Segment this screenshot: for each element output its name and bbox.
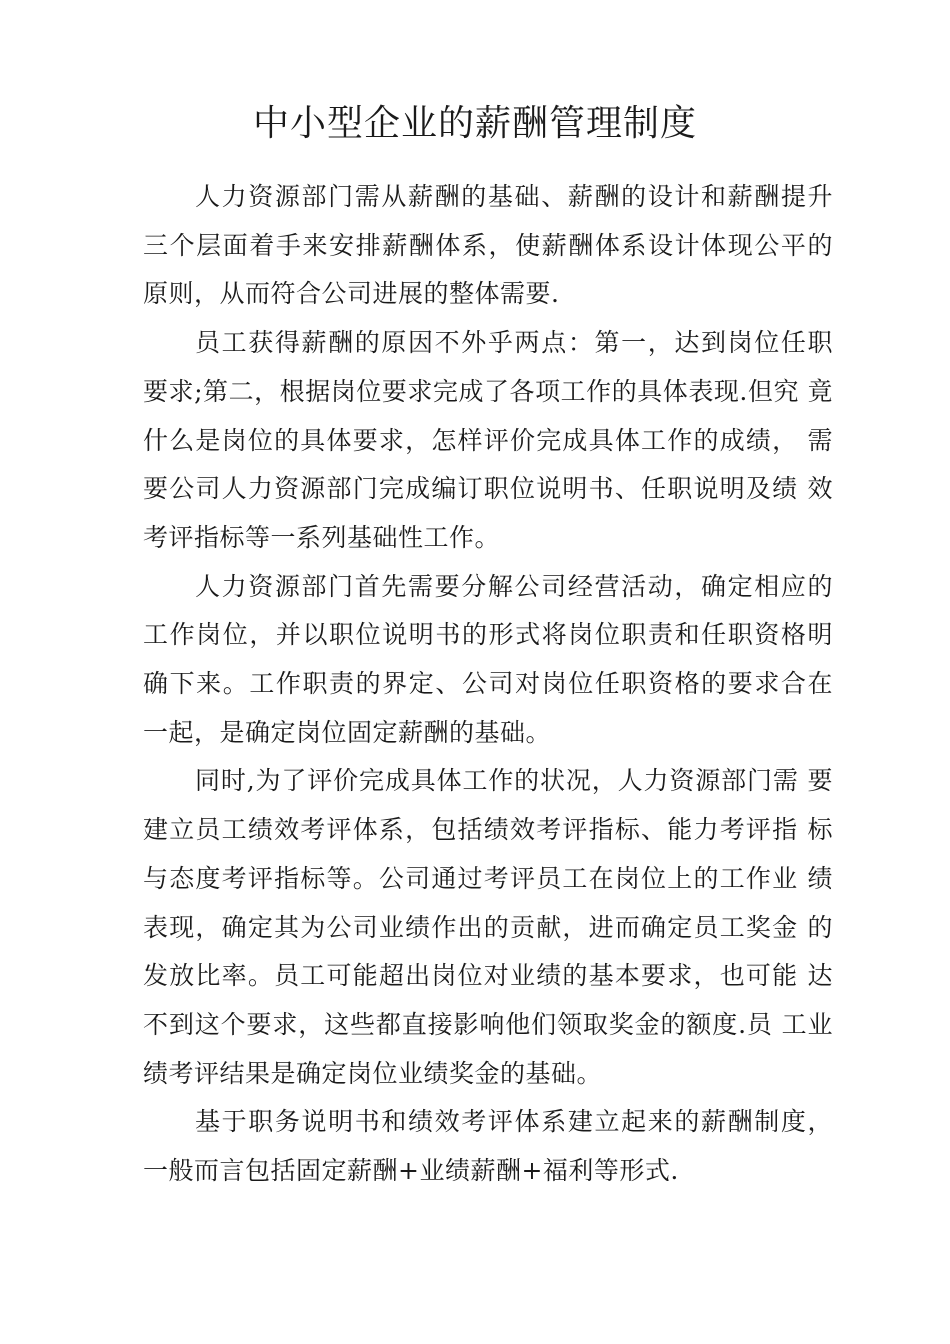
paragraph-4: 同时,为了评价完成具体工作的状况，人力资源部门需 要建立员工绩效考评体系，包括绩效考评指标、能力考评指 标与态度考评指标等。公司通过考评员工在岗位上的工作业 绩表现，确定其为公司业绩作出的贡献，进而确定员工奖金 的发放比率。员工可能超出岗位对业绩的基本要求，也可能 达不到这个要求，这些都直接影响他们领取奖金的额度.员 工业绩考评结果是确定岗位业绩奖金的基础。	[143, 766, 833, 1088]
document-body	[143, 173, 833, 1196]
paragraph-1: 人力资源部门需从薪酬的基础、薪酬的设计和薪酬提升 三个层面着手来安排薪酬体系，使薪酬体系设计体现公平的 原则，从而符合公司进展的整体需要.	[143, 182, 833, 309]
paragraph-2: 员工获得薪酬的原因不外乎两点：第一，达到岗位任职 要求;第二，根据岗位要求完成了各项工作的具体表现.但究 竟什么是岗位的具体要求，怎样评价完成具体工作的成绩， 需要公司人力资源部门完成编订职位说明书、任职说明及绩 效考评指标等一系列基础性工作。	[143, 328, 833, 552]
paragraph-5: 基于职务说明书和绩效考评体系建立起来的薪酬制度， 一般而言包括固定薪酬+业绩薪酬+福利等形式.	[143, 1107, 833, 1186]
paragraph-3: 人力资源部门首先需要分解公司经营活动，确定相应的 工作岗位，并以职位说明书的形式将岗位职责和任职资格明 确下来。工作职责的界定、公司对岗位任职资格的要求合在 一起，是确定岗位固定薪酬的基础。	[143, 571, 833, 747]
document-title: 中小型企业的薪酬管理制度	[252, 103, 697, 144]
